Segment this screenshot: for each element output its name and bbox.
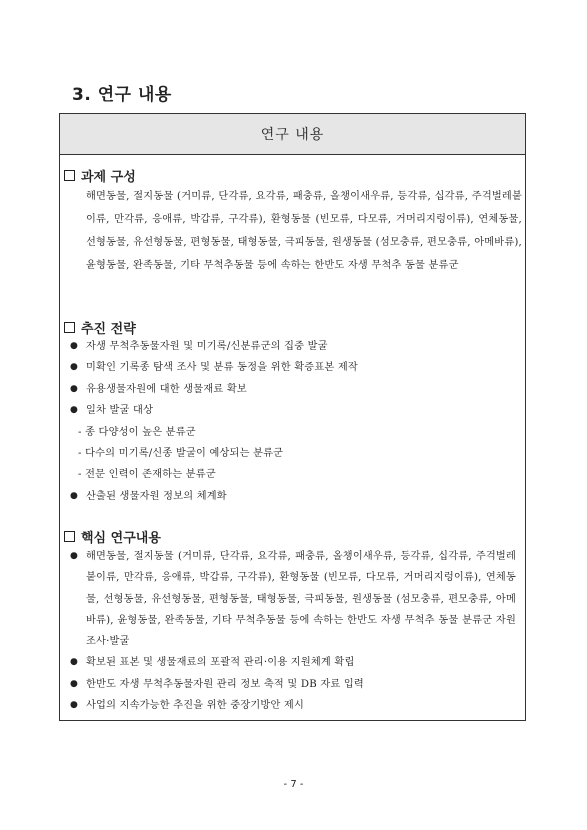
strategy-item — [68, 486, 520, 507]
strategy-item — [68, 400, 520, 421]
bullet-icon: ● — [70, 551, 79, 561]
composition-text: 해면동물, 절지동물 (거미류, 단각류, 요각류, 패충류, 올챙이새우류, 등각류, 십각류, 주걱벌레붙이류, 만각류, 응애류, 박갑류, 구각류), 환형동물 (빈모류, 다모류, 거머리지렁이류), 연체동물, 선형동물, 유선형동물, 편형동물, 태형동물, 극피동물, 원생동물 (섬모충류, 편모충류, 아메바류), 윤형동물, 완족동물, 기타 무척추동물 등에 속하는 한반도 자생 무척추 동물 분류군 — [86, 191, 522, 271]
composition-heading — [64, 166, 136, 185]
checkbox-icon — [64, 531, 75, 542]
bullet-icon: ● — [70, 657, 79, 668]
core-item — [68, 674, 516, 695]
strategy-item-text: 자생 무척추동물자원 및 미기록/신분류군의 집중 발굴 — [86, 341, 328, 352]
bullet-icon: ● — [70, 362, 79, 373]
core-list — [68, 546, 516, 716]
core-item-text: 사업의 지속가능한 추진을 위한 중장기방안 제시 — [86, 700, 305, 712]
core-item — [68, 546, 516, 652]
strategy-sub-item — [68, 464, 520, 485]
strategy-sub-item — [68, 443, 520, 464]
strategy-item-text: 산출된 생물자원 정보의 체계화 — [86, 490, 227, 502]
core-heading-label: 핵심 연구내용 — [81, 531, 161, 546]
checkbox-icon — [64, 170, 75, 181]
strategy-item — [68, 379, 520, 400]
bullet-icon: ● — [70, 678, 79, 689]
strategy-item-text: - 다수의 미기록/신종 발굴이 예상되는 분류군 — [78, 448, 284, 460]
page-number: - 7 - — [283, 779, 304, 790]
section-title: 3. 연구 내용 — [72, 85, 172, 105]
composition-heading-label: 과제 구성 — [81, 170, 136, 185]
core-item-text: 한반도 자생 무척추동물자원 관리 정보 축적 및 DB 자료 입력 — [86, 678, 364, 690]
strategy-list — [68, 336, 520, 507]
strategy-item-text: - 전문 인력이 존재하는 분류군 — [78, 469, 216, 481]
strategy-item — [68, 357, 520, 378]
core-heading — [64, 527, 161, 546]
strategy-item — [68, 336, 520, 357]
bullet-icon: ● — [70, 341, 79, 351]
bullet-icon: ● — [70, 490, 79, 501]
strategy-heading — [64, 318, 136, 337]
strategy-item-text: 일차 발굴 대상 — [86, 405, 154, 417]
strategy-item-text: - 종 다양성이 높은 분류군 — [78, 426, 196, 438]
core-item-text: 확보된 표본 및 생물재료의 포괄적 관리·이용 지원체계 확립 — [86, 657, 355, 669]
box-header: 연구 내용 — [60, 114, 525, 155]
bullet-icon: ● — [70, 700, 79, 711]
research-content-box — [59, 113, 526, 721]
strategy-item-text: 미확인 기록종 탐색 조사 및 분류 동정을 위한 확증표본 제작 — [86, 362, 358, 374]
core-item-text: 해면동물, 절지동물 (거미류, 단각류, 요각류, 패충류, 올챙이새우류, 등각류, 십각류, 주걱벌레붙이류, 만각류, 응애류, 박갑류, 구각류), 환형동물 (빈모류, 다모류, 거머리지렁이류), 연체동물, 선형동물, 유선형동물, 편형동물, 태형동물, 극피동물, 원생동물 (섬모충류, 편모충류, 아메바류), 윤형동물, 완족동물, 기타 무척추동물 등에 속하는 한반도 자생 무척추 동물 분류군 자원 조사·발굴 — [86, 551, 516, 648]
core-item — [68, 695, 516, 716]
strategy-heading-label: 추진 전략 — [81, 322, 136, 337]
bullet-icon: ● — [70, 405, 79, 416]
strategy-sub-item — [68, 422, 520, 443]
checkbox-icon — [64, 322, 75, 333]
strategy-item-text: 유용생물자원에 대한 생물재료 확보 — [86, 383, 247, 395]
bullet-icon: ● — [70, 383, 79, 394]
core-item — [68, 652, 516, 673]
